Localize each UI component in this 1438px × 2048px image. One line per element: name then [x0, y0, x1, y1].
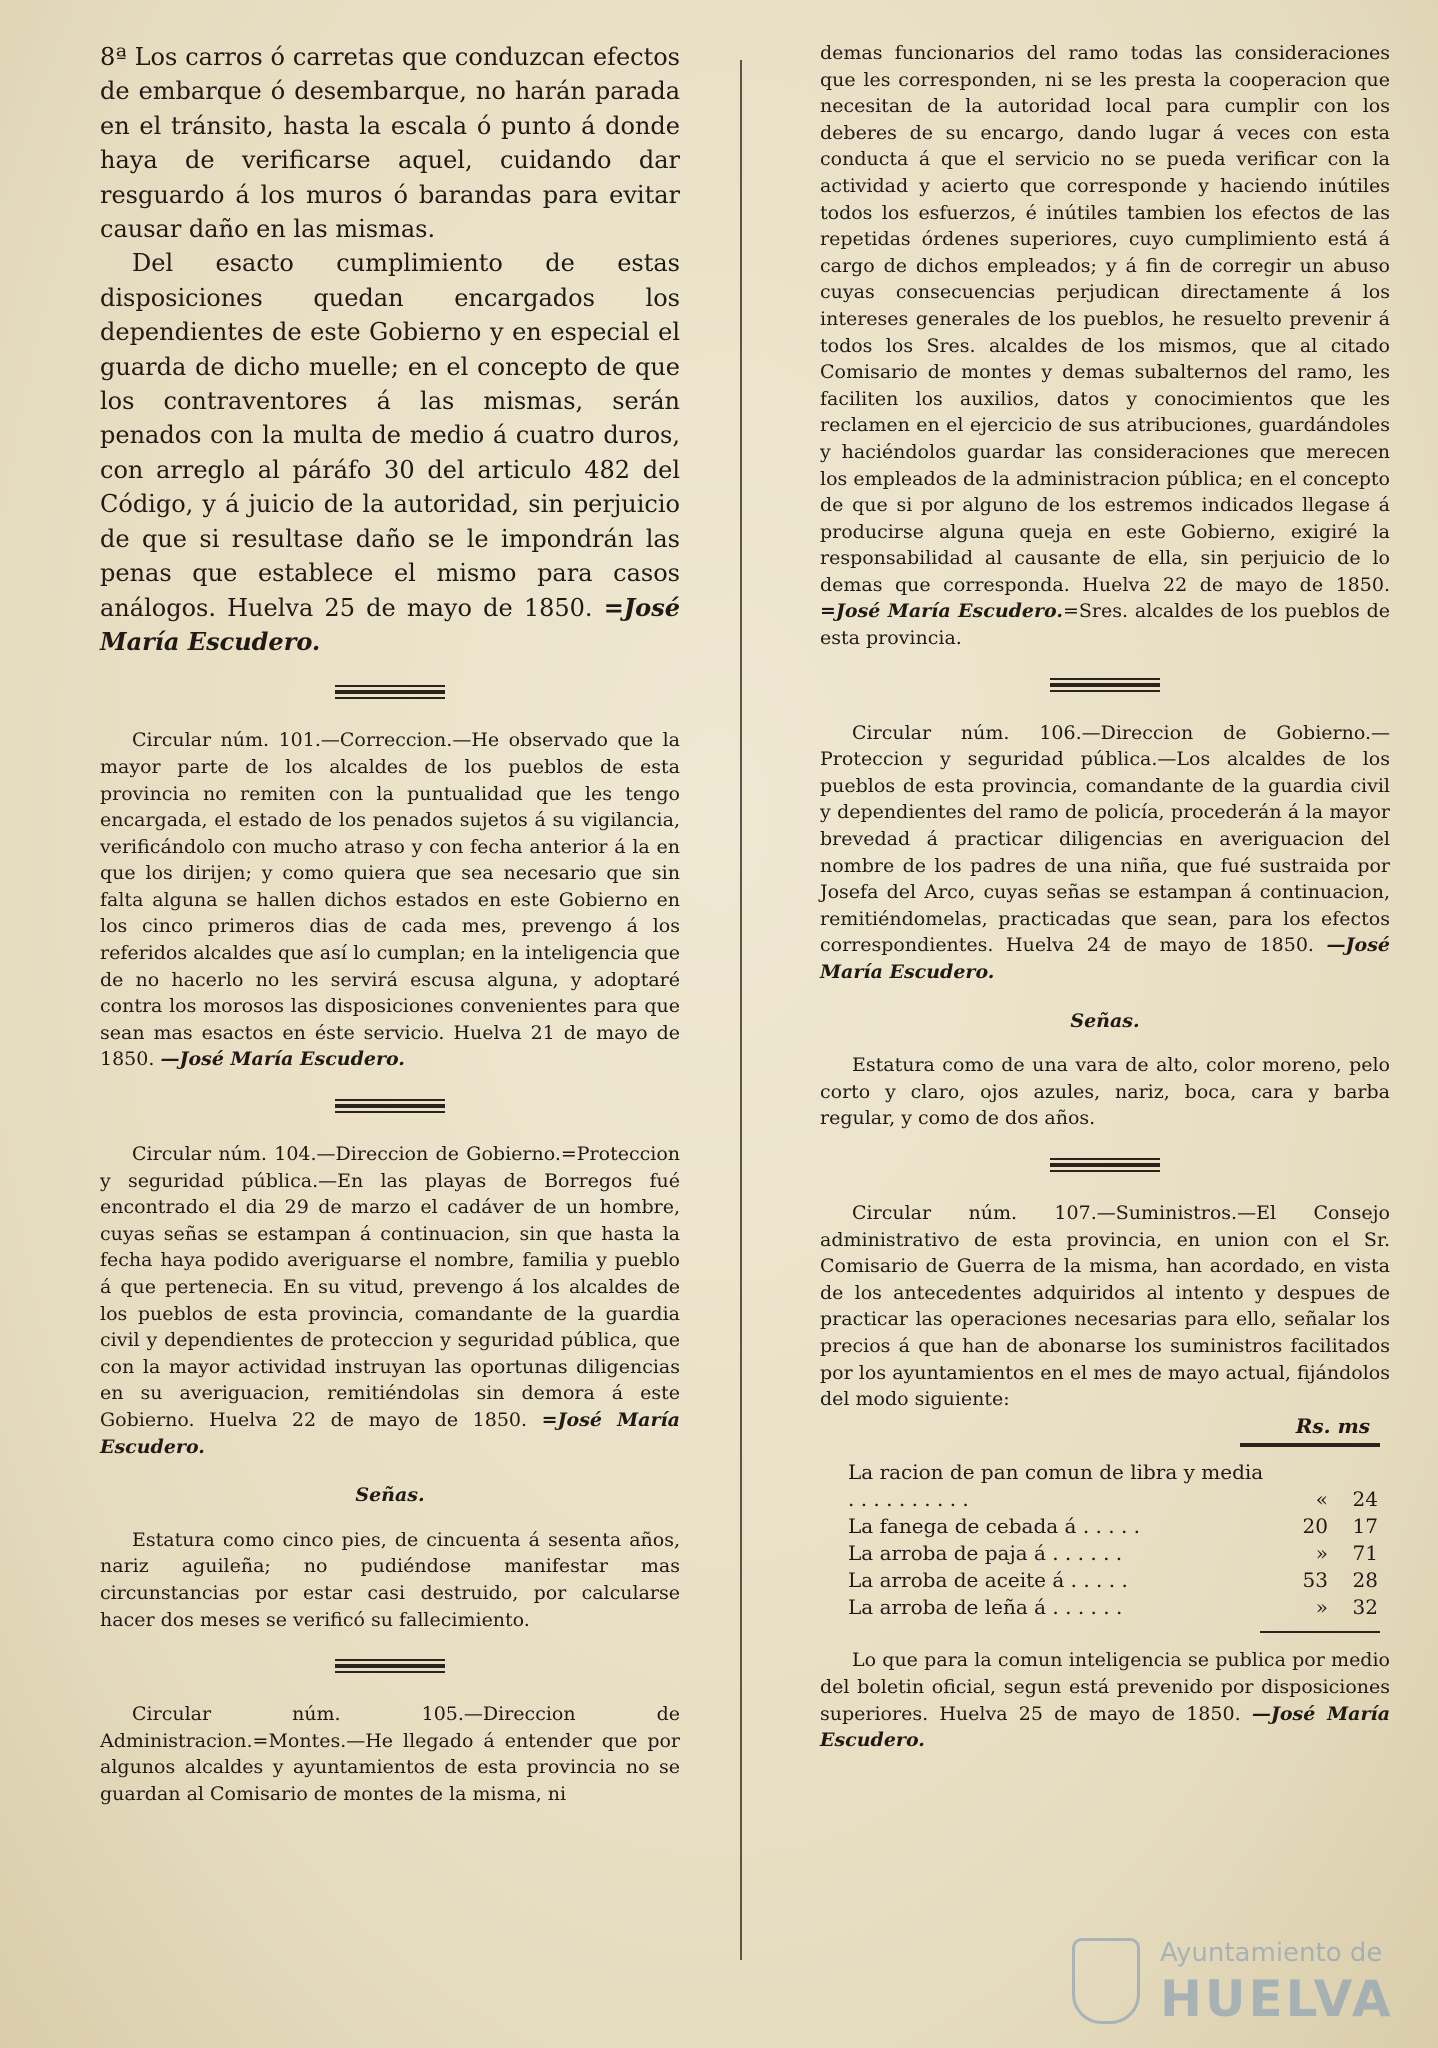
price-label: La racion de pan comun de libra y media . . . . . . . . . . [848, 1460, 1264, 1512]
circular-105-text: Circular núm. 105.—Direccion de Administracion.=Montes.—He llegado á entender que por algunos alcaldes y ayuntamientos de esta provincia no se guardan al Comisario de montes de la misma, ni [100, 1703, 680, 1805]
archive-watermark [1060, 1930, 1430, 2040]
watermark-line1: Ayuntamiento de [1160, 1938, 1383, 1968]
addressee: =Sres. alcaldes de los pueblos de esta provincia. [820, 600, 1390, 650]
price-label: La arroba de paja á . . . . . . [848, 1541, 1123, 1566]
price-rs: 20 [1302, 1514, 1328, 1539]
price-ms: 71 [1352, 1541, 1378, 1566]
circular-107 [820, 1200, 1390, 1754]
right-column [820, 40, 1390, 1754]
coat-of-arms-icon [1072, 1938, 1140, 2024]
table-row [820, 1513, 1390, 1540]
ornament-divider [335, 1659, 445, 1673]
circular-107-text: Circular núm. 107.—Suministros.—El Consejo administrativo de esta provincia, en union con el Sr. Comisario de Guerra de la misma, han acordado, en vista de los antecedentes adquiridos al intento y despues de practicar las operaciones necesarias para ello, señalar los precios á que han de abonarse los suministros facilitados por los ayuntamientos en el mes de mayo actual, fijándolos del modo siguiente: [820, 1201, 1390, 1411]
price-column-header: Rs. ms [1295, 1413, 1370, 1438]
table-row [820, 1594, 1390, 1621]
circular-106 [820, 720, 1390, 1132]
signature: =José María Escudero. [100, 592, 680, 656]
circular-106-text: Circular núm. 106.—Direccion de Gobierno.—Proteccion y seguridad pública.—Los alcaldes de los pueblos de esta provincia, comandante de la guardia civil y dependientes del ramo de policía, procederán á la mayor brevedad á practicar diligencias en averiguacion del nombre de los padres de una niña, que fué sustraida por Josefa del Arco, cuyas señas se estampan á continuacion, remitiéndomelas, practicadas que sean, para los efectos correspondientes. Huelva 24 de mayo de 1850. [820, 721, 1390, 957]
price-table [820, 1459, 1390, 1621]
senas-text: Estatura como cinco pies, de cincuenta á sesenta años, nariz aguileña; no pudiéndose manifestar mas circunstancias por estar casi destruido, por calcularse hacer dos meses se verificó su fallecimiento. [100, 1528, 680, 1631]
senas-text: Estatura como de una vara de alto, color moreno, pelo corto y claro, ojos azules, nariz, boca, cara y barba regular, y como de dos años. [820, 1054, 1390, 1130]
left-column [100, 40, 680, 1808]
ornament-divider [1050, 1158, 1160, 1172]
senas-heading: Señas. [355, 1484, 425, 1507]
compliance-text: Del esacto cumplimiento de estas disposiciones quedan encargados los dependientes de este Gobierno y en especial el guarda de dicho muelle; en el concepto de que los contraventores á las mismas, serán penados con la multa de medio á cuatro duros, con arreglo al páráfo 30 del articulo 482 del Código, y á juicio de la autoridad, sin perjuicio de que si resultase daño se le impondrán las penas que establece el mismo para casos análogos. Huelva 25 de mayo de 1850. [100, 249, 680, 622]
circular-104 [100, 1141, 680, 1633]
signature: —José María Escudero. [160, 1048, 405, 1071]
ornament-divider [1050, 678, 1160, 692]
signature: =José María Escudero. [100, 1408, 680, 1458]
article-8-paragraph: 8ª Los carros ó carretas que conduzcan efectos de embarque ó desembarque, no harán parada en el tránsito, hasta la escala ó punto á donde haya de verificarse aquel, cuidando dar resguardo á los muros ó barandas para evitar causar daño en las mismas. [100, 43, 680, 244]
price-rs: » [1315, 1541, 1328, 1566]
ornament-divider [335, 1099, 445, 1113]
circular-105 [100, 1701, 680, 1807]
signature: =José María Escudero. [820, 600, 1063, 623]
price-rs: » [1315, 1595, 1328, 1620]
circular-101 [100, 727, 680, 1073]
price-rs: 53 [1302, 1568, 1328, 1593]
header-rule [1240, 1443, 1380, 1447]
table-row [820, 1459, 1390, 1513]
price-ms: 28 [1352, 1568, 1378, 1593]
edict-section [100, 40, 680, 659]
circular-105-continued [820, 40, 1390, 652]
signature: —José María Escudero. [820, 934, 1390, 983]
total-rule [1260, 1631, 1380, 1633]
compliance-paragraph [100, 246, 680, 659]
senas-heading: Señas. [1070, 1009, 1140, 1032]
price-label: La arroba de aceite á . . . . . [848, 1568, 1128, 1593]
closing-text: Lo que para la comun inteligencia se publica por medio del boletin oficial, segun está prevenido por disposiciones superiores. Huelva 25 de mayo de 1850. [820, 1649, 1390, 1725]
price-ms: 32 [1352, 1595, 1378, 1620]
signature: —José María Escudero. [820, 1702, 1390, 1752]
ornament-divider [335, 685, 445, 699]
watermark-line2: HUELVA [1160, 1970, 1394, 2028]
price-label: La fanega de cebada á . . . . . [848, 1514, 1141, 1539]
column-divider [740, 60, 742, 1960]
price-ms: 17 [1352, 1514, 1378, 1539]
table-row [820, 1567, 1390, 1594]
price-rs: « [1315, 1487, 1328, 1512]
circular-101-text: Circular núm. 101.—Correccion.—He observado que la mayor parte de los alcaldes de los pueblos de esta provincia no remiten con la puntualidad que les tengo encargada, el estado de los penados sujetos á su vigilancia, verificándolo con mucho atraso y con fecha anterior á la en que los dirijen; y como quiera que sea necesario que sin falta alguna se hallen dichos estados en este Gobierno en los cinco primeros dias de cada mes, prevengo á los referidos alcaldes que así lo cumplan; en la inteligencia que de no hacerlo no les servirá escusa alguna, y adoptaré contra los morosos las disposiciones convenientes para que sean mas esactos en éste servicio. Huelva 21 de mayo de 1850. [100, 729, 680, 1071]
circular-104-text: Circular núm. 104.—Direccion de Gobierno.=Proteccion y seguridad pública.—En las playas de Borregos fué encontrado el dia 29 de marzo el cadáver de un hombre, cuyas señas se estampan á continuacion, sin que hasta la fecha haya podido averiguarse el nombre, familia y pueblo á que pertenecia. En su vitud, prevengo á los alcaldes de los pueblos de esta provincia, comandante de la guardia civil y dependientes de proteccion y seguridad pública, que con la mayor actividad instruyan las oportunas diligencias en su averiguacion, remitiéndolas sin demora á este Gobierno. Huelva 22 de mayo de 1850. [100, 1143, 680, 1431]
price-label: La arroba de leña á . . . . . . [848, 1595, 1123, 1620]
table-row [820, 1540, 1390, 1567]
circular-105-cont-text: demas funcionarios del ramo todas las consideraciones que les corresponden, ni se les presta la cooperacion que necesitan de la autoridad local para cumplir con los deberes de su encargo, dando lugar á veces con esta conducta á que el servicio no se pueda verificar con la actividad y acierto que corresponde y haciendo inútiles todos los esfuerzos, é inútiles tambien los efectos de las repetidas órdenes superiores, cuyo cumplimiento está á cargo de dichos empleados; y á fin de corregir un abuso cuyas consecuencias perjudican directamente á los intereses generales de los pueblos, he resuelto prevenir á todos los Sres. alcaldes de los mismos, que al citado Comisario de montes y demas subalternos del ramo, les faciliten los auxilios, datos y conocimientos que les reclamen en el ejercicio de sus atribuciones, guardándoles y haciéndolos guardar las consideraciones que merecen los empleados de la administracion pública; en el concepto de que si por alguno de los estremos indicados llegase á producirse alguna queja en este Gobierno, exigiré la responsabilidad al causante de ella, sin perjuicio de lo demas que corresponda. Huelva 22 de mayo de 1850. [820, 42, 1390, 596]
price-ms: 24 [1352, 1487, 1378, 1512]
